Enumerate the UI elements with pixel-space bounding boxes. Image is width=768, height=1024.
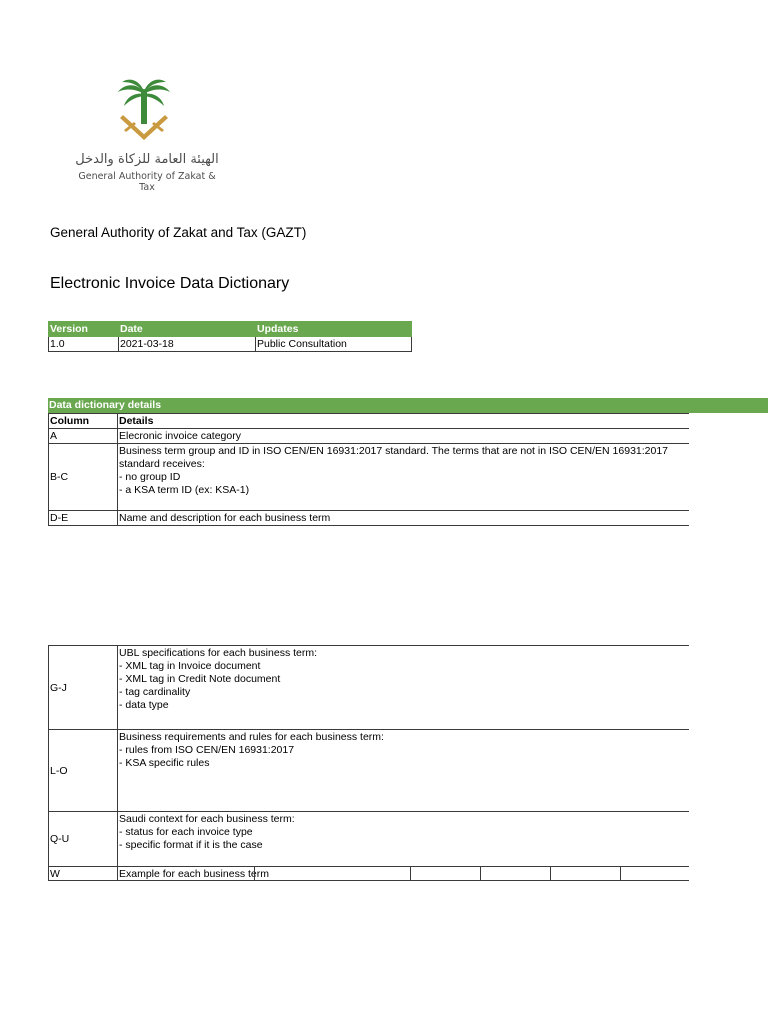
version-table-header xyxy=(49,322,412,337)
row-detail-line: - KSA specific rules xyxy=(119,757,210,769)
row-column-code: B-C xyxy=(48,444,118,510)
header-date: Date xyxy=(119,322,256,337)
row-detail-line: Example for each business term xyxy=(119,867,269,880)
row-column-code: W xyxy=(48,867,118,881)
date-value: 2021-03-18 xyxy=(119,337,256,352)
table-row xyxy=(48,729,689,811)
row-detail-line: - data type xyxy=(119,699,169,711)
grid-line xyxy=(480,866,481,881)
details-header-row xyxy=(48,413,689,428)
row-details xyxy=(118,812,689,866)
row-detail-line: - specific format if it is the case xyxy=(119,839,263,851)
row-detail-line: Saudi context for each business term: xyxy=(119,813,295,825)
row-detail-line: - status for each invoice type xyxy=(119,826,253,838)
header-details: Details xyxy=(119,414,154,427)
row-details xyxy=(118,444,689,510)
palm-swords-emblem-icon xyxy=(114,78,174,148)
updates-value: Public Consultation xyxy=(256,337,412,352)
table-row xyxy=(48,811,689,866)
row-column-code: L-O xyxy=(48,730,118,811)
version-value: 1.0 xyxy=(49,337,119,352)
table-row xyxy=(48,645,689,729)
row-detail-line: - XML tag in Invoice document xyxy=(119,660,261,672)
row-detail-line: - tag cardinality xyxy=(119,686,191,698)
table-row xyxy=(48,443,689,510)
grid-line xyxy=(620,866,621,881)
row-column-code: Q-U xyxy=(48,812,118,866)
document-title: Electronic Invoice Data Dictionary xyxy=(50,275,290,292)
grid-line xyxy=(254,866,255,881)
table-row xyxy=(48,866,689,881)
header-version: Version xyxy=(49,322,119,337)
row-divider xyxy=(48,525,689,526)
row-detail-line: UBL specifications for each business term: xyxy=(119,647,318,659)
row-column-code: G-J xyxy=(48,646,118,729)
row-details xyxy=(118,730,689,811)
logo-arabic-text: الهيئة العامة للزكاة والدخل xyxy=(75,152,219,167)
row-detail-line: Business requirements and rules for each business term: xyxy=(119,731,384,743)
row-column-code: A xyxy=(48,429,118,443)
row-detail-line: standard receives: xyxy=(119,458,205,470)
row-details xyxy=(118,646,689,729)
row-detail-line: Name and description for each business term xyxy=(119,511,331,524)
row-detail-line: - rules from ISO CEN/EN 16931:2017 xyxy=(119,744,295,756)
header-column: Column xyxy=(48,414,118,428)
row-detail-line: Business term group and ID in ISO CEN/EN 16931:2017 standard. The terms that are not in ISO CEN/EN 16931:2017 xyxy=(119,445,669,457)
row-column-code: D-E xyxy=(48,511,118,525)
logo-english-text: General Authority of Zakat & Tax xyxy=(78,171,216,193)
grid-line xyxy=(410,866,411,881)
row-divider xyxy=(48,880,689,881)
header-fill-extension xyxy=(689,398,768,413)
row-detail-line: - no group ID xyxy=(119,471,181,483)
organization-name: General Authority of Zakat and Tax (GAZT) xyxy=(50,225,307,240)
details-section-header: Data dictionary details xyxy=(48,398,689,413)
version-table xyxy=(48,321,412,352)
row-detail-line: - a KSA term ID (ex: KSA-1) xyxy=(119,484,250,496)
table-row xyxy=(49,337,412,352)
grid-line xyxy=(550,866,551,881)
header-updates: Updates xyxy=(256,322,412,337)
row-detail-line: - XML tag in Credit Note document xyxy=(119,673,281,685)
gazt-logo xyxy=(66,78,236,193)
table-row xyxy=(48,510,689,525)
row-detail-line: Elecronic invoice category xyxy=(119,429,241,442)
table-row xyxy=(48,428,689,443)
